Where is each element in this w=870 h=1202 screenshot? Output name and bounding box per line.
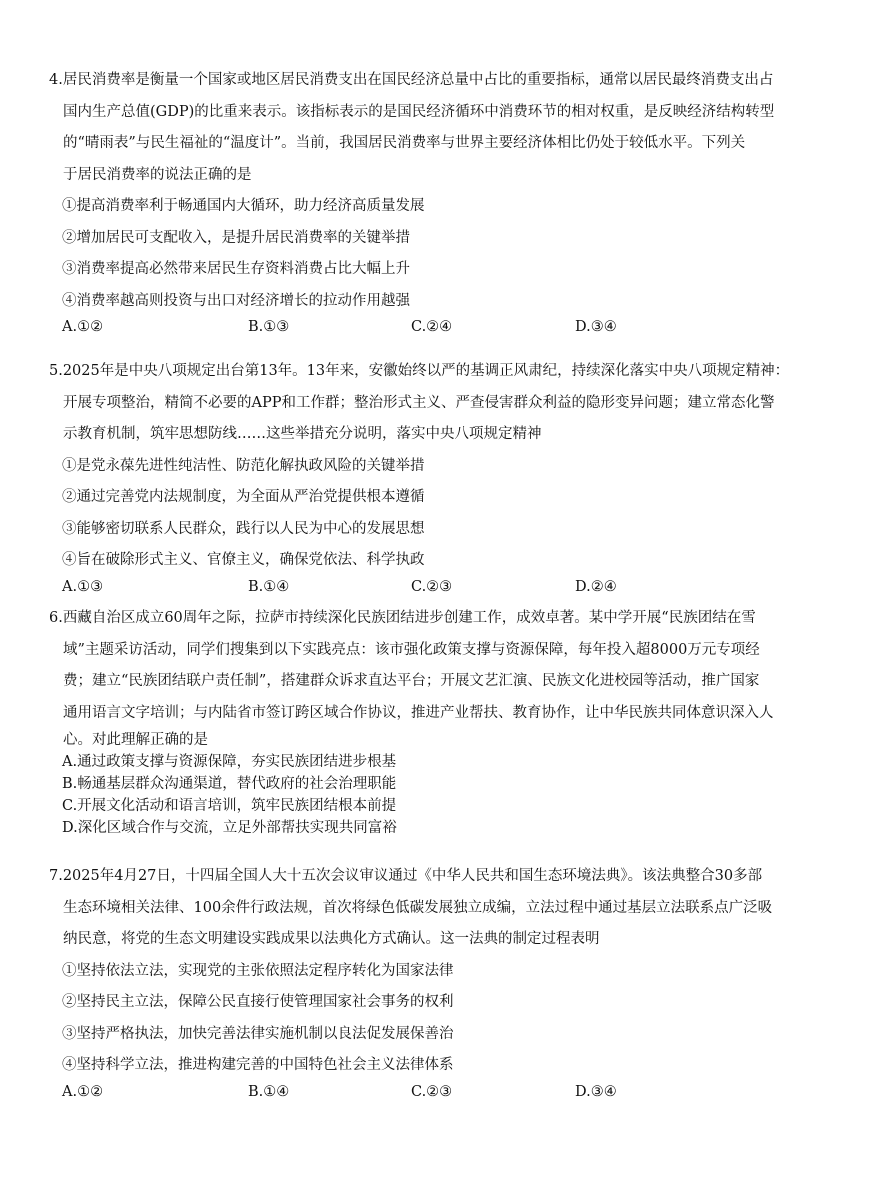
question-7-stem-line: 生态环境相关法律、100余件行政法规，首次将绿色低碳发展独立成编，立法过程中通过基层立法联系点广泛吸 [63,899,773,916]
question-4-stem-line: 国内生产总值(GDP)的比重来表示。该指标表示的是国民经济循环中消费环节的相对权重，是反映经济结构转型 [63,103,775,120]
question-6-stem-line: 域”主题采访活动，同学们搜集到以下实践亮点：该市强化政策支撑与资源保障，每年投入超8000万元专项经 [63,641,760,658]
question-5-statement-2: ②通过完善党内法规制度，为全面从严治党提供根本遵循 [62,489,425,505]
question-5-statement-4: ④旨在破除形式主义、官僚主义，确保党依法、科学执政 [62,552,425,568]
question-4 [49,65,839,337]
question-5-stem-line: 开展专项整治，精简不必要的APP和工作群；整治形式主义、严查侵害群众利益的隐形变异问题；建立常态化警 [63,394,775,411]
choice-a[interactable]: A.①② [62,319,104,335]
question-7-choices [49,1082,839,1102]
choice-a[interactable]: A.①② [62,1083,104,1100]
question-6-stem-line: 费；建立“民族团结联户责任制”，搭建群众诉求直达平台；开展文艺汇演、民族文化进校园等活动，推广国家 [63,673,760,689]
question-4-stem-line: 于居民消费率的说法正确的是 [63,166,252,183]
question-4-stem-line: 4.居民消费率是衡量一个国家或地区居民消费支出在国民经济总量中占比的重要指标，通常以居民最终消费支出占 [49,72,774,88]
question-5-statement-3: ③能够密切联系人民群众，践行以人民为中心的发展思想 [62,520,425,537]
question-7-statement-1: ①坚持依法立法，实现党的主张依照法定程序转化为国家法律 [62,962,454,979]
question-6-option-c[interactable]: C.开展文化活动和语言培训，筑牢民族团结根本前提 [62,798,397,814]
question-7-statement-2: ②坚持民主立法，保障公民直接行使管理国家社会事务的权利 [62,994,454,1010]
choice-c[interactable]: C.②④ [411,319,453,335]
question-7 [49,861,839,1102]
question-6 [49,603,839,839]
question-4-statement-4: ④消费率越高则投资与出口对经济增长的拉动作用越强 [62,292,410,309]
question-4-stem-line: 的“晴雨表”与民生福祉的“温度计”。当前，我国居民消费率与世界主要经济体相比仍处于较低水平。下列关 [63,135,746,151]
choice-c[interactable]: C.②③ [411,578,453,595]
question-6-stem-line: 通用语言文字培训；与内陆省市签订跨区域合作协议，推进产业帮扶、教育协作，让中华民族共同体意识深入人 [63,704,774,721]
question-5-statement-1: ①是党永葆先进性纯洁性、防范化解执政风险的关键举措 [62,457,425,474]
question-5 [49,356,839,597]
choice-a[interactable]: A.①③ [62,578,104,595]
question-5-stem-line: 示教育机制，筑牢思想防线……这些举措充分说明，落实中央八项规定精神 [63,426,542,442]
question-6-option-b[interactable]: B.畅通基层群众沟通渠道，替代政府的社会治理职能 [62,776,397,792]
question-4-choices [49,317,839,337]
choice-b[interactable]: B.①④ [248,1083,290,1100]
choice-b[interactable]: B.①③ [248,319,290,335]
question-7-stem-line: 纳民意，将党的生态文明建设实践成果以法典化方式确认。这一法典的制定过程表明 [63,931,600,947]
choice-d[interactable]: D.③④ [575,1083,617,1100]
question-6-stem-line: 6.西藏自治区成立60周年之际，拉萨市持续深化民族团结进步创建工作，成效卓著。某中学开展“民族团结在雪 [49,610,756,626]
question-7-stem-line: 7.2025年4月27日，十四届全国人大十五次会议审议通过《中华人民共和国生态环境法典》。该法典整合30多部 [49,868,763,884]
question-6-stem-line: 心。对此理解正确的是 [63,732,208,748]
question-5-stem-line: 5.2025年是中央八项规定出台第13年。13年来，安徽始终以严的基调正风肃纪，持续深化落实中央八项规定精神： [49,363,790,379]
question-4-statement-3: ③消费率提高必然带来居民生存资料消费占比大幅上升 [62,261,410,277]
question-6-option-a[interactable]: A.通过政策支撑与资源保障，夯实民族团结进步根基 [62,754,397,770]
question-4-statement-2: ②增加居民可支配收入，是提升居民消费率的关键举措 [62,229,410,246]
choice-d[interactable]: D.③④ [575,319,617,335]
choice-b[interactable]: B.①④ [248,578,290,595]
choice-d[interactable]: D.②④ [575,578,617,595]
question-6-option-d[interactable]: D.深化区域合作与交流，立足外部帮扶实现共同富裕 [62,820,397,836]
question-5-choices [49,577,839,597]
question-4-statement-1: ①提高消费率利于畅通国内大循环，助力经济高质量发展 [62,198,425,214]
choice-c[interactable]: C.②③ [411,1083,453,1100]
question-7-statement-3: ③坚持严格执法，加快完善法律实施机制以良法促发展保善治 [62,1025,454,1042]
question-7-statement-4: ④坚持科学立法，推进构建完善的中国特色社会主义法律体系 [62,1057,454,1073]
